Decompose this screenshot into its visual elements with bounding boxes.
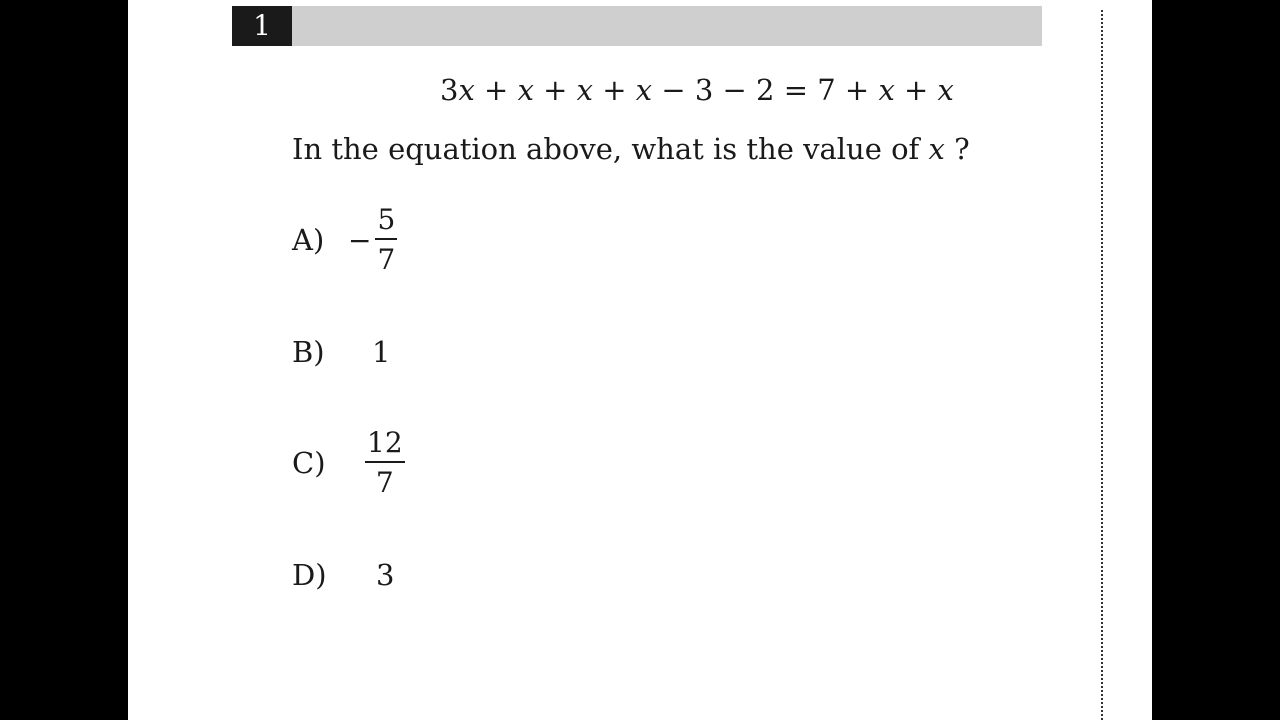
equation-coefficient: 3 bbox=[440, 73, 459, 107]
fraction-denominator: 7 bbox=[375, 466, 394, 499]
dotted-margin-rule bbox=[1101, 10, 1103, 720]
equation-operator: + bbox=[474, 73, 518, 107]
fraction bbox=[365, 426, 405, 499]
choice-a[interactable] bbox=[292, 200, 397, 280]
choice-letter: B) bbox=[292, 335, 325, 369]
choice-value bbox=[365, 426, 405, 499]
fraction-numerator: 12 bbox=[365, 429, 405, 463]
fraction-numerator: 5 bbox=[375, 206, 397, 240]
equation-variable: x bbox=[878, 73, 895, 107]
equation-operator: + bbox=[894, 73, 938, 107]
prompt-variable: x bbox=[928, 132, 945, 166]
equation-operator: + bbox=[533, 73, 577, 107]
choice-value: 1 bbox=[372, 335, 391, 369]
question-number: 1 bbox=[232, 6, 292, 46]
fraction bbox=[375, 203, 397, 276]
choice-c[interactable] bbox=[292, 423, 405, 503]
equation-constants: − 3 − 2 = 7 + bbox=[652, 73, 879, 107]
choice-letter: C) bbox=[292, 446, 326, 480]
equation-variable: x bbox=[937, 73, 954, 107]
equation-variable: x bbox=[576, 73, 594, 107]
test-page bbox=[128, 0, 1152, 720]
prompt-end: ? bbox=[944, 132, 970, 166]
choice-letter: A) bbox=[292, 223, 325, 257]
equation-variable: x bbox=[458, 73, 475, 107]
negative-sign: − bbox=[348, 223, 372, 257]
question-header-bar bbox=[232, 6, 1042, 46]
choice-letter: D) bbox=[292, 558, 327, 592]
equation bbox=[440, 72, 954, 108]
choice-b[interactable] bbox=[292, 312, 390, 392]
fraction-denominator: 7 bbox=[377, 243, 396, 276]
question-prompt bbox=[292, 130, 970, 168]
prompt-text: In the equation above, what is the value of bbox=[292, 132, 929, 166]
equation-operator: + bbox=[593, 73, 636, 107]
choice-value: 3 bbox=[376, 558, 395, 592]
equation-variable: x bbox=[517, 73, 534, 107]
choice-d[interactable] bbox=[292, 535, 394, 615]
choice-value bbox=[348, 203, 397, 276]
equation-variable: x bbox=[635, 73, 653, 107]
